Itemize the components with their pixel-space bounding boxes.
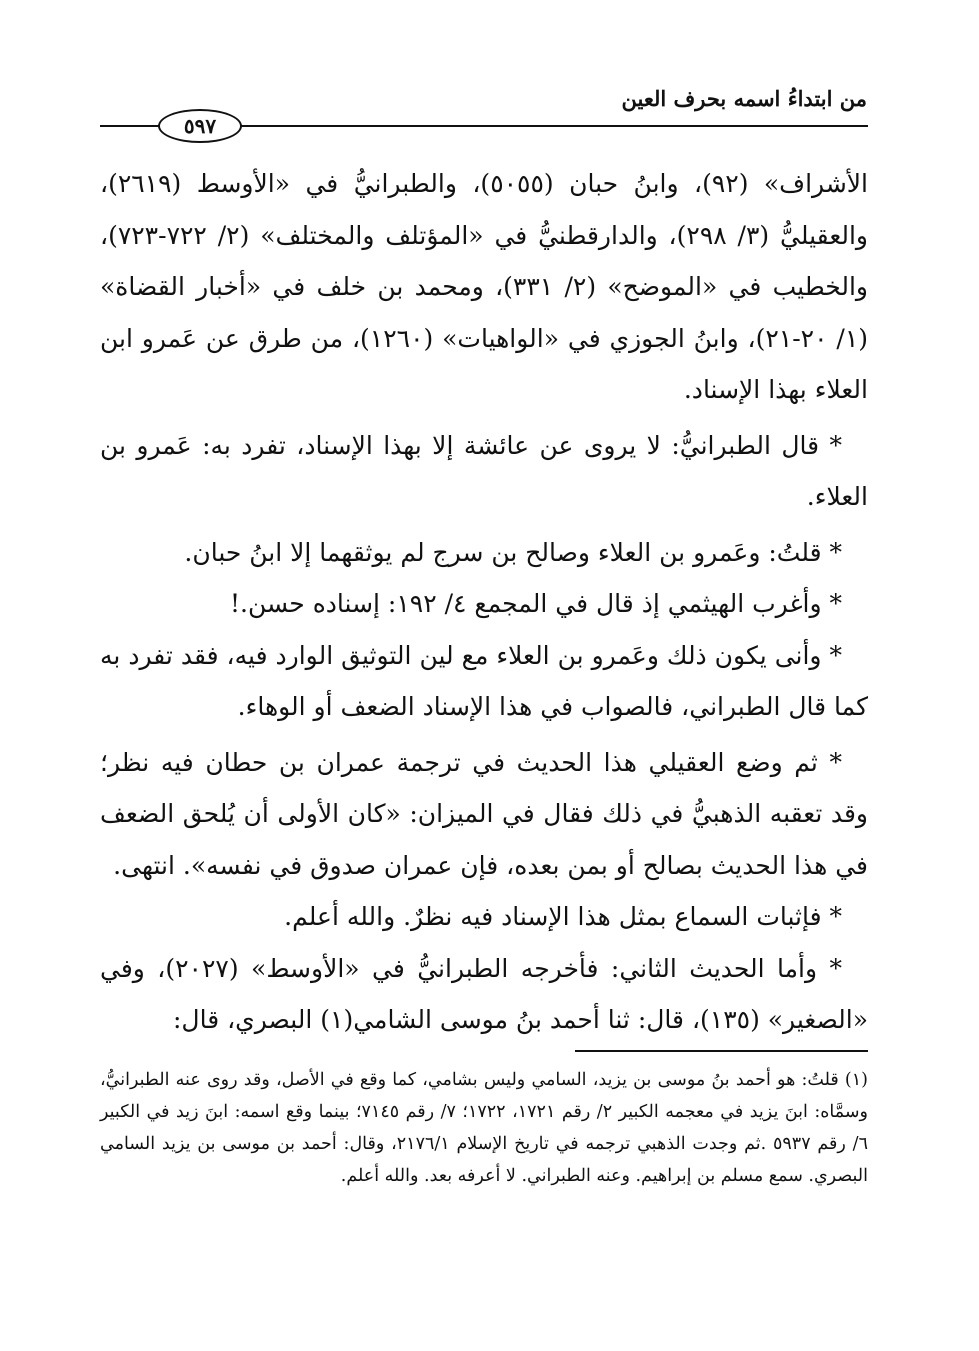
paragraph-tabarani-note: * قال الطبرانيُّ: لا يروى عن عائشة إلا بهذا الإسناد، تفرد به: عَمرو بن العلاء. [100, 430, 868, 511]
paragraph-critique: * وأنى يكون ذلك وعَمرو بن العلاء مع لين التوثيق الوارد فيه، فقد تفرد به كما قال الطبراني، فالصواب في هذا الإسناد الضعف أو الوهاء. [100, 640, 868, 721]
paragraph-second-hadith: * وأما الحديث الثاني: فأخرجه الطبرانيُّ في «الأوسط» (٢٠٢٧)، وفي «الصغير» (١٣٥)، قال: ثنا أحمد بنُ موسى الشامي(١) البصري، قال: [100, 953, 868, 1034]
running-title: من ابتداءُ اسمه بحرف العين [621, 86, 867, 111]
footnote-1: (١) قلتُ: هو أحمد بنُ موسى بن يزيد، السامي وليس بشامي، كما وقع في الأصل، وقد روى عنه الطبرانيُّ، وسمَّاه: ابنَ يزيد في معجمه الكبير ٢/ رقم ١٧٢١، ١٧٢٢؛ ٧/ رقم ٧١٤٥؛ بينما وقع اسمه: ابنَ زيد في الكبير ٦/ رقم ٥٩٣٧ .ثم وجدت الذهبي ترجمه في تاريخ الإسلام ٢١٧٦/١، وقال: أحمد بن موسى بن يزيد السامي البصري. سمع مسلم بن إبراهيم. وعنه الطبراني. لا أعرفه بعد. والله أعلم. [100, 1070, 868, 1186]
paragraph-conclusion: * فإثبات السماع بمثل هذا الإسناد فيه نظرٌ. والله أعلم. [284, 902, 842, 931]
footnote-rule [575, 1050, 868, 1052]
footnotes [100, 1064, 868, 1192]
main-text [100, 158, 868, 1046]
paragraph-haythami-note: * وأغرب الهيثمي إذ قال في المجمع ٤/ ١٩٢: إسناده حسن.! [229, 589, 842, 618]
paragraph-citations: الأشراف» (٩٢)، وابنُ حبان (٥٠٥٥)، والطبرانيُّ في «الأوسط (٢٦١٩)، والعقيليُّ (٣/ ٢٩٨)، والدارقطنيُّ في «المؤتلف والمختلف» (٢/ ٧٢٢-٧٢٣)، والخطيب في «الموضح» (٢/ ٣٣١)، ومحمد بن خلف في «أخبار القضاة» (١/ ٢٠-٢١)، وابنُ الجوزي في «الواهيات» (١٢٦٠)، من طرق عن عَمرو ابن العلاء بهذا الإسناد. [100, 169, 869, 404]
page-number: ٥٩٧ [158, 109, 242, 143]
paragraph-uqayli-note: * ثم وضع العقيلي هذا الحديث في ترجمة عمران بن حطان فيه نظر؛ وقد تعقبه الذهبيُّ في ذلك فقال في الميزان: «كان الأولى أن يُلحق الضعف في هذا الحديث بصالح أو بمن بعده، فإن عمران صدوق في نفسه». انتهى. [100, 747, 868, 880]
paragraph-author-note: * قلتُ: وعَمرو بن العلاء وصالح بن سرج لم يوثقهما إلا ابنُ حبان. [184, 537, 842, 567]
